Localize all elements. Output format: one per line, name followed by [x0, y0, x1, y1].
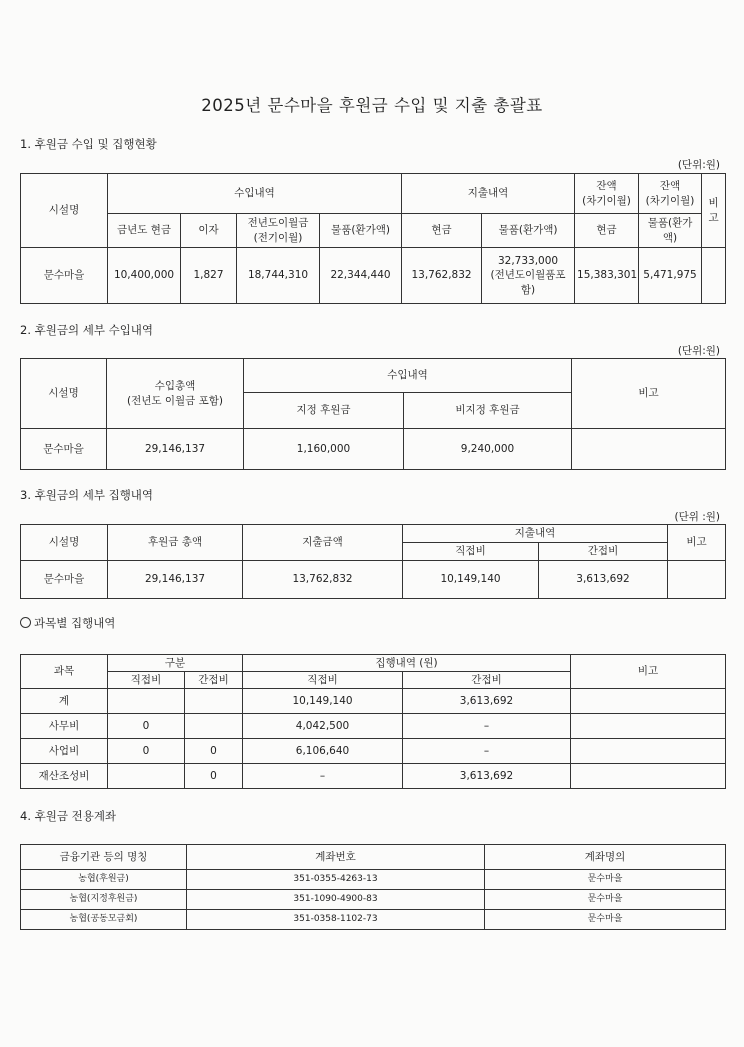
- header-account-holder: 계좌명의: [485, 845, 726, 870]
- header-facility: 시설명: [21, 174, 108, 248]
- cell-note: [702, 248, 726, 304]
- cell-bank: 농협(공동모금회): [21, 910, 187, 930]
- subheader-balance-goods: 물품(환가액): [639, 214, 702, 248]
- header-division: 구분: [108, 655, 243, 672]
- circle-bullet-icon: [20, 617, 31, 628]
- section-3-unit: (단위 :원): [674, 511, 720, 523]
- header-facility: 시설명: [21, 525, 108, 561]
- subheader-expense-cash: 현금: [402, 214, 482, 248]
- subheader-goods: 물품(환가액): [320, 214, 402, 248]
- cell-carryover: 18,744,310: [237, 248, 320, 304]
- section-1-heading: 1. 후원금 수입 및 집행현황: [20, 137, 157, 151]
- cell-interest: 1,827: [181, 248, 237, 304]
- income-expense-table: [20, 173, 726, 304]
- section-2-unit: (단위:원): [677, 345, 720, 357]
- header-account-number: 계좌번호: [187, 845, 485, 870]
- section-3-heading: 3. 후원금의 세부 집행내역: [20, 488, 154, 502]
- section-4-heading: 4. 후원금 전용계좌: [20, 809, 117, 823]
- cell-exec-direct: 6,106,640: [243, 739, 403, 764]
- cell-bank: 농협(후원금): [21, 870, 187, 890]
- table-row: [21, 689, 726, 714]
- header-indirect: 간접비: [539, 543, 668, 561]
- section-1-unit: (단위:원): [677, 159, 720, 171]
- cell-exec-indirect: –: [403, 739, 571, 764]
- cell-account-number: 351-0358-1102-73: [187, 910, 485, 930]
- cell-subject: 계: [21, 689, 108, 714]
- cell-exec-direct: 4,042,500: [243, 714, 403, 739]
- cell-goods: 22,344,440: [320, 248, 402, 304]
- cell-total: 29,146,137: [107, 429, 244, 470]
- cell-subject: 재산조성비: [21, 764, 108, 789]
- table-row: [21, 764, 726, 789]
- execution-detail-table: [20, 524, 726, 599]
- cell-exec-indirect: 3,613,692: [403, 689, 571, 714]
- header-note: 비고: [702, 174, 726, 248]
- cell-facility: 문수마을: [21, 429, 107, 470]
- cell-exec-direct: 10,149,140: [243, 689, 403, 714]
- subject-heading: [20, 615, 115, 631]
- cell-note: [668, 561, 726, 599]
- cell-expense-cash: 13,762,832: [402, 248, 482, 304]
- cell-note: [571, 739, 726, 764]
- subheader-carryover: 전년도이월금 (전기이월): [237, 214, 320, 248]
- cell-direct: 10,149,140: [403, 561, 539, 599]
- cell-account-holder: 문수마을: [485, 910, 726, 930]
- header-undesignated: 비지정 후원금: [404, 393, 572, 429]
- table-row: [21, 248, 726, 304]
- cell-division-direct: [108, 764, 185, 789]
- header-balance-goods: 잔액 (차기이월): [639, 174, 702, 214]
- section-2-heading: 2. 후원금의 세부 수입내역: [20, 323, 154, 337]
- cell-division-indirect: [185, 714, 243, 739]
- cell-division-indirect: 0: [185, 764, 243, 789]
- header-execution: 집행내역 (원): [243, 655, 571, 672]
- cell-division-indirect: [185, 689, 243, 714]
- cell-division-direct: [108, 689, 185, 714]
- subheader-balance-cash: 현금: [575, 214, 639, 248]
- cell-designated: 1,160,000: [244, 429, 404, 470]
- header-designated: 지정 후원금: [244, 393, 404, 429]
- cell-note: [572, 429, 726, 470]
- cell-division-direct: 0: [108, 714, 185, 739]
- page-title: 2025년 문수마을 후원금 수입 및 지출 총괄표: [201, 96, 543, 115]
- header-note: 비고: [571, 655, 726, 689]
- subject-heading-text: 과목별 집행내역: [34, 616, 116, 630]
- header-subject: 과목: [21, 655, 108, 689]
- cell-account-number: 351-1090-4900-83: [187, 890, 485, 910]
- cell-division-direct: 0: [108, 739, 185, 764]
- table-row: [21, 739, 726, 764]
- table-row: [21, 870, 726, 890]
- cell-account-holder: 문수마을: [485, 870, 726, 890]
- header-bank: 금융기관 등의 명칭: [21, 845, 187, 870]
- cell-expense-goods: 32,733,000 (전년도이월품포함): [482, 248, 575, 304]
- header-exec-indirect: 간접비: [403, 672, 571, 689]
- cell-division-indirect: 0: [185, 739, 243, 764]
- header-note: 비고: [572, 359, 726, 429]
- subheader-expense-goods: 물품(환가액): [482, 214, 575, 248]
- header-expense: 지출내역: [402, 174, 575, 214]
- header-spent: 지출금액: [243, 525, 403, 561]
- cell-exec-direct: –: [243, 764, 403, 789]
- cell-total: 29,146,137: [108, 561, 243, 599]
- cell-balance-goods: 5,471,975: [639, 248, 702, 304]
- subheader-cash-this-year: 금년도 현금: [108, 214, 181, 248]
- header-note: 비고: [668, 525, 726, 561]
- cell-note: [571, 714, 726, 739]
- cell-spent: 13,762,832: [243, 561, 403, 599]
- subheader-interest: 이자: [181, 214, 237, 248]
- table-row: [21, 890, 726, 910]
- cell-facility: 문수마을: [21, 561, 108, 599]
- cell-undesignated: 9,240,000: [404, 429, 572, 470]
- header-total-income: 수입총액 (전년도 이월금 포함): [107, 359, 244, 429]
- cell-subject: 사무비: [21, 714, 108, 739]
- cell-indirect: 3,613,692: [539, 561, 668, 599]
- table-row: [21, 910, 726, 930]
- cell-account-number: 351-0355-4263-13: [187, 870, 485, 890]
- cell-subject: 사업비: [21, 739, 108, 764]
- header-exec-direct: 직접비: [243, 672, 403, 689]
- income-detail-table: [20, 358, 726, 470]
- cell-cash-this-year: 10,400,000: [108, 248, 181, 304]
- cell-account-holder: 문수마을: [485, 890, 726, 910]
- cell-note: [571, 689, 726, 714]
- subject-execution-table: [20, 654, 726, 789]
- header-income: 수입내역: [108, 174, 402, 214]
- cell-facility: 문수마을: [21, 248, 108, 304]
- cell-exec-indirect: 3,613,692: [403, 764, 571, 789]
- cell-note: [571, 764, 726, 789]
- header-facility: 시설명: [21, 359, 107, 429]
- header-balance-cash: 잔액 (차기이월): [575, 174, 639, 214]
- header-direct: 직접비: [403, 543, 539, 561]
- account-table: [20, 844, 726, 930]
- header-income: 수입내역: [244, 359, 572, 393]
- cell-balance-cash: 15,383,301: [575, 248, 639, 304]
- cell-exec-indirect: –: [403, 714, 571, 739]
- header-indirect: 간접비: [185, 672, 243, 689]
- header-direct: 직접비: [108, 672, 185, 689]
- header-expense: 지출내역: [403, 525, 668, 543]
- cell-bank: 농협(지정후원금): [21, 890, 187, 910]
- table-row: [21, 429, 726, 470]
- header-total: 후원금 총액: [108, 525, 243, 561]
- table-row: [21, 714, 726, 739]
- table-row: [21, 561, 726, 599]
